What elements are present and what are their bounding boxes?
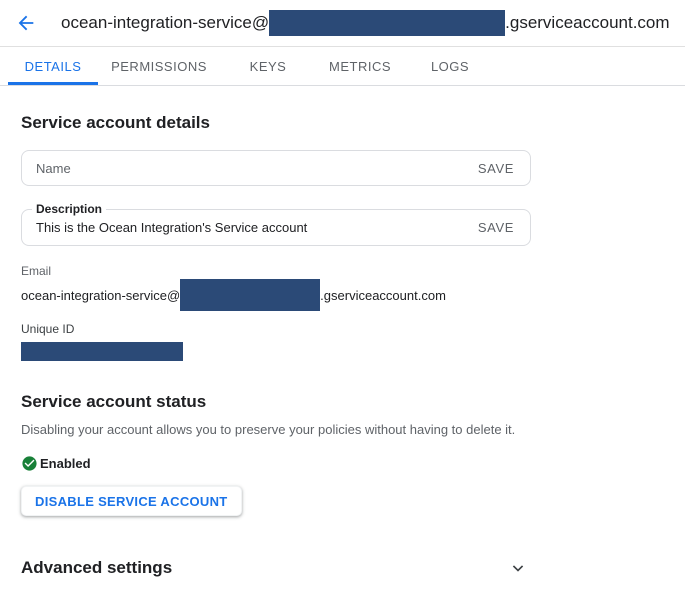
description-field-label: Description	[32, 202, 106, 216]
status-row	[21, 455, 531, 472]
name-field-container	[21, 150, 531, 186]
email-label: Email	[21, 264, 52, 278]
description-field-container	[21, 202, 531, 246]
email-value	[21, 279, 531, 311]
unique-id-label: Unique ID	[21, 322, 75, 336]
advanced-settings-heading: Advanced settings	[21, 558, 173, 577]
status-section-heading: Service account status	[21, 392, 207, 411]
tab-metrics[interactable]: METRICS	[316, 47, 404, 85]
check-circle-icon	[21, 455, 38, 472]
main-content	[21, 112, 531, 579]
disable-service-account-button[interactable]: DISABLE SERVICE ACCOUNT	[21, 486, 242, 516]
tab-bar	[0, 47, 685, 86]
redaction-box-title	[269, 10, 505, 36]
status-description: Disabling your account allows you to preserve your policies without having to delete it.	[21, 422, 516, 437]
chevron-down-icon[interactable]	[508, 558, 528, 578]
description-input[interactable]	[36, 220, 476, 235]
back-button[interactable]	[13, 10, 39, 36]
redaction-box-unique-id	[21, 342, 183, 361]
tab-details[interactable]: DETAILS	[8, 47, 98, 85]
email-value-suffix: .gserviceaccount.com	[320, 287, 446, 303]
arrow-left-icon	[15, 12, 37, 34]
page-header	[0, 0, 685, 47]
description-save-button[interactable]: SAVE	[477, 220, 514, 235]
email-value-prefix: ocean-integration-service@	[21, 287, 181, 303]
advanced-settings-toggle[interactable]	[21, 557, 531, 579]
tab-keys[interactable]: KEYS	[220, 47, 316, 85]
redaction-box-email	[180, 279, 320, 311]
name-input[interactable]	[36, 161, 476, 176]
tab-logs[interactable]: LOGS	[404, 47, 496, 85]
page-title-prefix: ocean-integration-service@	[61, 13, 270, 32]
status-badge: Enabled	[40, 456, 91, 471]
name-save-button[interactable]: SAVE	[477, 160, 514, 176]
page-title-suffix: .gserviceaccount.com	[505, 13, 670, 32]
details-section-heading: Service account details	[21, 113, 210, 132]
page-title	[61, 10, 670, 36]
tab-permissions[interactable]: PERMISSIONS	[98, 47, 220, 85]
